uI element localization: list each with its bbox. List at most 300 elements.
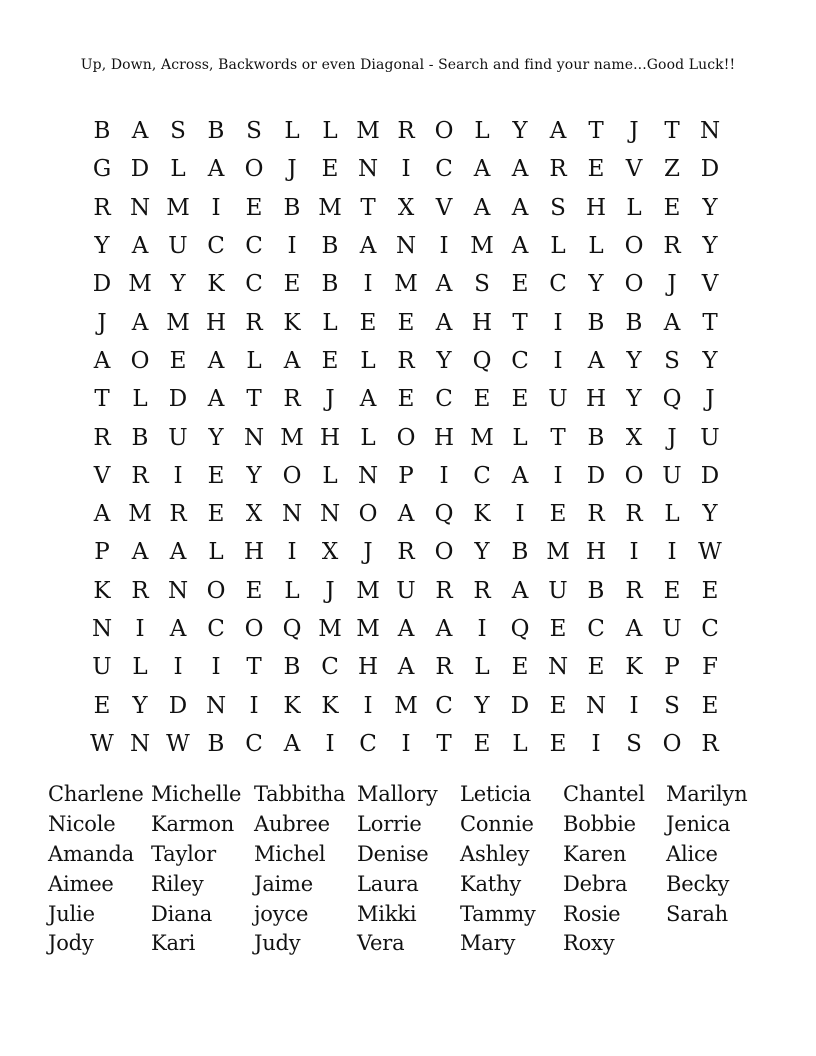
grid-letter[interactable]: L xyxy=(588,233,604,260)
grid-letter[interactable]: R xyxy=(397,539,415,566)
grid-letter[interactable]: U xyxy=(168,424,188,451)
grid-letter[interactable]: I xyxy=(553,347,563,374)
grid-letter[interactable]: Y xyxy=(170,271,186,298)
grid-letter[interactable]: M xyxy=(546,539,570,566)
grid-letter[interactable]: U xyxy=(548,577,568,604)
grid-letter[interactable]: B xyxy=(587,424,605,451)
grid-letter[interactable]: T xyxy=(512,309,528,336)
grid-letter[interactable]: A xyxy=(549,118,567,145)
grid-letter[interactable]: A xyxy=(93,347,111,374)
grid-letter[interactable]: N xyxy=(243,424,265,451)
grid-letter[interactable]: I xyxy=(629,539,639,566)
grid-letter[interactable]: D xyxy=(700,462,720,489)
grid-letter[interactable]: A xyxy=(207,386,225,413)
grid-letter[interactable]: B xyxy=(321,233,339,260)
grid-letter[interactable]: Q xyxy=(434,501,454,528)
grid-letter[interactable]: S xyxy=(664,692,680,719)
grid-letter[interactable]: K xyxy=(93,577,111,604)
grid-letter[interactable]: O xyxy=(396,424,416,451)
grid-letter[interactable]: J xyxy=(705,386,715,413)
grid-letter[interactable]: I xyxy=(401,730,411,757)
grid-letter[interactable]: L xyxy=(474,654,490,681)
grid-letter[interactable]: I xyxy=(325,730,335,757)
grid-letter[interactable]: M xyxy=(166,194,190,221)
grid-letter[interactable]: U xyxy=(662,616,682,642)
grid-letter[interactable]: U xyxy=(168,233,188,260)
grid-letter[interactable]: E xyxy=(283,271,301,298)
grid-letter[interactable]: M xyxy=(318,194,342,221)
grid-letter[interactable]: Y xyxy=(702,501,718,528)
grid-letter[interactable]: H xyxy=(585,539,607,566)
grid-letter[interactable]: H xyxy=(243,539,265,566)
grid-letter[interactable]: E xyxy=(511,654,529,681)
grid-letter[interactable]: R xyxy=(397,347,415,374)
grid-letter[interactable]: B xyxy=(587,577,605,604)
grid-letter[interactable]: A xyxy=(473,194,491,221)
grid-letter[interactable]: C xyxy=(321,654,339,681)
grid-letter[interactable]: L xyxy=(208,539,224,566)
grid-letter[interactable]: E xyxy=(359,309,377,336)
grid-letter[interactable]: A xyxy=(511,194,529,221)
grid-letter[interactable]: F xyxy=(702,654,718,681)
grid-letter[interactable]: K xyxy=(473,501,491,528)
grid-letter[interactable]: C xyxy=(435,692,453,719)
grid-letter[interactable]: C xyxy=(701,616,719,642)
grid-letter[interactable]: O xyxy=(624,462,644,489)
grid-letter[interactable]: I xyxy=(363,692,373,719)
grid-letter[interactable]: K xyxy=(625,654,643,681)
grid-letter[interactable]: A xyxy=(625,616,643,642)
grid-letter[interactable]: O xyxy=(434,539,454,566)
grid-row xyxy=(83,648,729,686)
grid-letter[interactable]: I xyxy=(553,462,563,489)
grid-letter[interactable]: A xyxy=(587,347,605,374)
grid-letter[interactable]: X xyxy=(245,501,263,528)
grid-letter[interactable]: R xyxy=(435,654,453,681)
grid-letter[interactable]: V xyxy=(701,271,719,298)
grid-letter[interactable]: N xyxy=(319,501,341,528)
grid-letter[interactable]: I xyxy=(173,462,183,489)
grid-letter[interactable]: I xyxy=(211,654,221,681)
grid-letter[interactable]: T xyxy=(94,386,110,413)
grid-letter[interactable]: B xyxy=(587,309,605,336)
grid-letter[interactable]: L xyxy=(550,233,566,260)
grid-letter[interactable]: E xyxy=(473,730,491,757)
grid-letter[interactable]: K xyxy=(321,692,339,719)
grid-letter[interactable]: D xyxy=(700,156,720,183)
grid-letter[interactable]: W xyxy=(698,539,722,566)
grid-letter[interactable]: M xyxy=(356,577,380,604)
grid-letter[interactable]: J xyxy=(97,309,107,336)
grid-letter[interactable]: L xyxy=(360,347,376,374)
grid-letter[interactable]: J xyxy=(287,156,297,183)
grid-letter[interactable]: H xyxy=(585,386,607,413)
grid-letter[interactable]: A xyxy=(207,156,225,183)
grid-letter[interactable]: H xyxy=(585,194,607,221)
grid-letter[interactable]: A xyxy=(511,156,529,183)
grid-letter[interactable]: A xyxy=(131,118,149,145)
grid-letter[interactable]: Y xyxy=(208,424,224,451)
grid-letter[interactable]: A xyxy=(663,309,681,336)
grid-letter[interactable]: I xyxy=(553,309,563,336)
grid-letter[interactable]: A xyxy=(511,233,529,260)
grid-letter[interactable]: E xyxy=(397,386,415,413)
grid-letter[interactable]: T xyxy=(588,118,604,145)
grid-letter[interactable]: J xyxy=(667,271,677,298)
grid-letter[interactable]: E xyxy=(207,501,225,528)
grid-letter[interactable]: L xyxy=(664,501,680,528)
grid-letter[interactable]: O xyxy=(358,501,378,528)
word-list-item: Leticia xyxy=(460,782,532,806)
grid-letter[interactable]: J xyxy=(363,539,373,566)
grid-letter[interactable]: R xyxy=(549,156,567,183)
grid-letter[interactable]: D xyxy=(586,462,606,489)
grid-letter[interactable]: O xyxy=(434,118,454,145)
grid-letter[interactable]: B xyxy=(625,309,643,336)
grid-letter[interactable]: H xyxy=(433,424,455,451)
grid-letter[interactable]: N xyxy=(167,577,189,604)
grid-letter[interactable]: C xyxy=(245,271,263,298)
grid-letter[interactable]: A xyxy=(435,271,453,298)
grid-letter[interactable]: A xyxy=(131,233,149,260)
grid-letter[interactable]: Y xyxy=(132,692,148,719)
grid-letter[interactable]: E xyxy=(587,156,605,183)
grid-letter[interactable]: E xyxy=(549,616,567,642)
grid-letter[interactable]: I xyxy=(173,654,183,681)
grid-letter[interactable]: B xyxy=(321,271,339,298)
grid-letter[interactable]: A xyxy=(131,539,149,566)
grid-letter[interactable]: W xyxy=(166,730,190,757)
grid-row xyxy=(83,495,729,533)
grid-letter[interactable]: L xyxy=(132,654,148,681)
grid-letter[interactable]: R xyxy=(625,501,643,528)
grid-letter[interactable]: O xyxy=(130,347,150,374)
grid-letter[interactable]: S xyxy=(664,347,680,374)
grid-letter[interactable]: N xyxy=(129,730,151,757)
grid-letter[interactable]: Q xyxy=(282,616,302,642)
grid-letter[interactable]: J xyxy=(667,424,677,451)
grid-letter[interactable]: N xyxy=(547,654,569,681)
grid-letter[interactable]: A xyxy=(283,347,301,374)
grid-letter[interactable]: J xyxy=(629,118,639,145)
grid-letter[interactable]: R xyxy=(473,577,491,604)
grid-letter[interactable]: I xyxy=(287,233,297,260)
grid-letter[interactable]: Y xyxy=(588,271,604,298)
grid-letter[interactable]: R xyxy=(625,577,643,604)
grid-letter[interactable]: E xyxy=(207,462,225,489)
grid-letter[interactable]: I xyxy=(515,501,525,528)
grid-letter[interactable]: T xyxy=(246,654,262,681)
grid-letter[interactable]: R xyxy=(131,577,149,604)
grid-letter[interactable]: B xyxy=(207,730,225,757)
grid-letter[interactable]: A xyxy=(169,539,187,566)
grid-letter[interactable]: B xyxy=(207,118,225,145)
grid-letter[interactable]: R xyxy=(435,577,453,604)
grid-letter[interactable]: W xyxy=(90,730,114,757)
grid-row xyxy=(83,725,729,763)
grid-letter[interactable]: C xyxy=(245,730,263,757)
grid-letter[interactable]: L xyxy=(474,118,490,145)
grid-letter[interactable]: D xyxy=(510,692,530,719)
grid-letter[interactable]: C xyxy=(587,616,605,642)
grid-letter[interactable]: O xyxy=(662,730,682,757)
grid-letter[interactable]: M xyxy=(356,616,380,642)
grid-letter[interactable]: G xyxy=(92,156,112,183)
grid-letter[interactable]: A xyxy=(283,730,301,757)
grid-letter[interactable]: Y xyxy=(474,539,490,566)
grid-letter[interactable]: L xyxy=(322,118,338,145)
grid-letter[interactable]: R xyxy=(131,462,149,489)
grid-letter[interactable]: Y xyxy=(702,233,718,260)
grid-letter[interactable]: A xyxy=(207,347,225,374)
grid-letter[interactable]: I xyxy=(363,271,373,298)
grid-letter[interactable]: Y xyxy=(436,347,452,374)
grid-letter[interactable]: K xyxy=(283,692,301,719)
grid-letter[interactable]: Q xyxy=(510,616,530,642)
grid-letter[interactable]: T xyxy=(436,730,452,757)
grid-letter[interactable]: A xyxy=(359,386,377,413)
grid-letter[interactable]: O xyxy=(244,156,264,183)
grid-letter[interactable]: H xyxy=(357,654,379,681)
grid-letter[interactable]: M xyxy=(394,692,418,719)
grid-letter[interactable]: Y xyxy=(702,194,718,221)
grid-letter[interactable]: L xyxy=(512,424,528,451)
grid-letter[interactable]: L xyxy=(626,194,642,221)
grid-letter[interactable]: N xyxy=(699,118,721,145)
grid-letter[interactable]: T xyxy=(246,386,262,413)
grid-letter[interactable]: O xyxy=(206,577,226,604)
grid-letter[interactable]: E xyxy=(549,692,567,719)
grid-letter[interactable]: U xyxy=(700,424,720,451)
grid-letter[interactable]: D xyxy=(168,386,188,413)
grid-letter[interactable]: U xyxy=(548,386,568,413)
grid-letter[interactable]: A xyxy=(435,309,453,336)
grid-letter[interactable]: M xyxy=(128,501,152,528)
grid-letter[interactable]: M xyxy=(470,424,494,451)
grid-letter[interactable]: E xyxy=(549,730,567,757)
grid-letter[interactable]: E xyxy=(473,386,491,413)
grid-letter[interactable]: I xyxy=(249,692,259,719)
grid-letter[interactable]: B xyxy=(283,654,301,681)
grid-letter[interactable]: E xyxy=(169,347,187,374)
grid-letter[interactable]: Z xyxy=(664,156,680,183)
grid-letter[interactable]: C xyxy=(511,347,529,374)
grid-letter[interactable]: D xyxy=(92,271,112,298)
grid-letter[interactable]: H xyxy=(471,309,493,336)
grid-letter[interactable]: P xyxy=(94,539,110,566)
grid-letter[interactable]: E xyxy=(701,692,719,719)
grid-letter[interactable]: E xyxy=(397,309,415,336)
grid-letter[interactable]: M xyxy=(166,309,190,336)
grid-letter[interactable]: I xyxy=(439,462,449,489)
grid-letter[interactable]: I xyxy=(439,233,449,260)
grid-letter[interactable]: C xyxy=(245,233,263,260)
grid-row xyxy=(83,610,729,648)
word-list-item: Jenica xyxy=(666,811,731,836)
grid-letter[interactable]: Y xyxy=(246,462,262,489)
grid-letter[interactable]: L xyxy=(246,347,262,374)
grid-letter[interactable]: E xyxy=(321,156,339,183)
grid-letter[interactable]: S xyxy=(170,118,186,145)
word-list-item: Denise xyxy=(357,841,429,866)
grid-letter[interactable]: B xyxy=(93,118,111,145)
word-list-item: Connie xyxy=(460,811,534,836)
grid-letter[interactable]: V xyxy=(625,156,643,183)
grid-letter[interactable]: D xyxy=(130,156,150,183)
grid-letter[interactable]: A xyxy=(169,616,187,642)
grid-letter[interactable]: Y xyxy=(474,692,490,719)
word-list-item: Debra xyxy=(563,871,628,896)
grid-letter[interactable]: A xyxy=(511,462,529,489)
grid-letter[interactable]: E xyxy=(549,501,567,528)
grid-letter[interactable]: M xyxy=(470,233,494,260)
grid-letter[interactable]: L xyxy=(132,386,148,413)
grid-letter[interactable]: L xyxy=(170,156,186,183)
grid-letter[interactable]: P xyxy=(664,654,680,681)
grid-letter[interactable]: I xyxy=(287,539,297,566)
grid-letter[interactable]: R xyxy=(245,309,263,336)
grid-letter[interactable]: V xyxy=(93,462,111,489)
grid-letter[interactable]: I xyxy=(667,539,677,566)
grid-letter[interactable]: P xyxy=(398,462,414,489)
grid-letter[interactable]: I xyxy=(591,730,601,757)
grid-letter[interactable]: A xyxy=(359,233,377,260)
grid-letter[interactable]: X xyxy=(321,539,339,566)
grid-letter[interactable]: T xyxy=(702,309,718,336)
grid-letter[interactable]: N xyxy=(205,692,227,719)
grid-letter[interactable]: I xyxy=(211,194,221,221)
grid-letter[interactable]: B xyxy=(283,194,301,221)
grid-letter[interactable]: H xyxy=(319,424,341,451)
grid-letter[interactable]: J xyxy=(325,386,335,413)
grid-letter[interactable]: N xyxy=(395,233,417,260)
grid-letter[interactable]: A xyxy=(131,309,149,336)
word-list-item: Diana xyxy=(151,901,213,926)
grid-letter[interactable]: D xyxy=(168,692,188,719)
grid-letter[interactable]: E xyxy=(93,692,111,719)
grid-letter[interactable]: C xyxy=(207,233,225,260)
grid-letter[interactable]: U xyxy=(662,462,682,489)
grid-letter[interactable]: N xyxy=(357,462,379,489)
grid-letter[interactable]: Y xyxy=(626,386,642,413)
grid-letter[interactable]: N xyxy=(129,194,151,221)
grid-letter[interactable]: M xyxy=(280,424,304,451)
grid-letter[interactable]: Q xyxy=(662,386,682,413)
grid-letter[interactable]: L xyxy=(512,730,528,757)
grid-letter[interactable]: U xyxy=(92,654,112,681)
grid-letter[interactable]: E xyxy=(663,194,681,221)
grid-letter[interactable]: B xyxy=(511,539,529,566)
grid-letter[interactable]: K xyxy=(283,309,301,336)
grid-letter[interactable]: X xyxy=(625,424,643,451)
grid-letter[interactable]: E xyxy=(587,654,605,681)
grid-letter[interactable]: E xyxy=(511,386,529,413)
grid-letter[interactable]: L xyxy=(322,462,338,489)
grid-letter[interactable]: A xyxy=(511,577,529,604)
grid-letter[interactable]: U xyxy=(396,577,416,604)
grid-letter[interactable]: C xyxy=(359,730,377,757)
grid-letter[interactable]: A xyxy=(397,501,415,528)
grid-letter[interactable]: M xyxy=(128,271,152,298)
grid-letter[interactable]: Q xyxy=(472,347,492,374)
grid-letter[interactable]: C xyxy=(207,616,225,642)
grid-letter[interactable]: X xyxy=(397,194,415,221)
grid-letter[interactable]: E xyxy=(701,577,719,604)
grid-letter[interactable]: L xyxy=(284,118,300,145)
grid-letter[interactable]: L xyxy=(284,577,300,604)
grid-letter[interactable]: O xyxy=(282,462,302,489)
grid-letter[interactable]: S xyxy=(626,730,642,757)
grid-letter[interactable]: C xyxy=(435,156,453,183)
grid-letter[interactable]: Y xyxy=(512,118,528,145)
grid-letter[interactable]: Y xyxy=(702,347,718,374)
grid-letter[interactable]: C xyxy=(549,271,567,298)
grid-letter[interactable]: S xyxy=(550,194,566,221)
grid-letter[interactable]: R xyxy=(283,386,301,413)
grid-letter[interactable]: S xyxy=(246,118,262,145)
grid-letter[interactable]: L xyxy=(360,424,376,451)
grid-letter[interactable]: N xyxy=(281,501,303,528)
grid-letter[interactable]: E xyxy=(663,577,681,604)
grid-letter[interactable]: E xyxy=(511,271,529,298)
grid-letter[interactable]: I xyxy=(629,692,639,719)
grid-letter[interactable]: N xyxy=(585,692,607,719)
grid-letter[interactable]: E xyxy=(245,577,263,604)
grid-letter[interactable]: I xyxy=(477,616,487,642)
grid-letter[interactable]: A xyxy=(435,616,453,642)
grid-letter[interactable]: C xyxy=(435,386,453,413)
grid-letter[interactable]: M xyxy=(394,271,418,298)
grid-letter[interactable]: T xyxy=(664,118,680,145)
grid-letter[interactable]: T xyxy=(550,424,566,451)
grid-letter[interactable]: R xyxy=(663,233,681,260)
grid-letter[interactable]: C xyxy=(473,462,491,489)
grid-letter[interactable]: L xyxy=(322,309,338,336)
grid-letter[interactable]: Y xyxy=(94,233,110,260)
grid-letter[interactable]: I xyxy=(135,616,145,642)
grid-letter[interactable]: A xyxy=(397,654,415,681)
grid-letter[interactable]: R xyxy=(93,194,111,221)
grid-letter[interactable]: O xyxy=(624,271,644,298)
grid-letter[interactable]: R xyxy=(169,501,187,528)
grid-letter[interactable]: N xyxy=(357,156,379,183)
grid-letter[interactable]: I xyxy=(401,156,411,183)
grid-letter[interactable]: A xyxy=(397,616,415,642)
word-search-grid[interactable] xyxy=(83,112,729,763)
grid-letter[interactable]: R xyxy=(587,501,605,528)
grid-letter[interactable]: O xyxy=(244,616,264,642)
grid-letter[interactable]: A xyxy=(473,156,491,183)
grid-letter[interactable]: R xyxy=(93,424,111,451)
grid-letter[interactable]: O xyxy=(624,233,644,260)
grid-letter[interactable]: R xyxy=(701,730,719,757)
grid-letter[interactable]: Y xyxy=(626,347,642,374)
grid-letter[interactable]: N xyxy=(91,616,113,642)
grid-letter[interactable]: T xyxy=(360,194,376,221)
grid-letter[interactable]: M xyxy=(318,616,342,642)
grid-letter[interactable]: E xyxy=(245,194,263,221)
grid-letter[interactable]: S xyxy=(474,271,490,298)
grid-letter[interactable]: K xyxy=(207,271,225,298)
grid-letter[interactable]: A xyxy=(93,501,111,528)
grid-letter[interactable]: E xyxy=(321,347,339,374)
grid-letter[interactable]: M xyxy=(356,118,380,145)
grid-letter[interactable]: R xyxy=(397,118,415,145)
grid-letter[interactable]: V xyxy=(435,194,453,221)
grid-letter[interactable]: B xyxy=(131,424,149,451)
grid-letter[interactable]: J xyxy=(325,577,335,604)
grid-letter[interactable]: H xyxy=(205,309,227,336)
